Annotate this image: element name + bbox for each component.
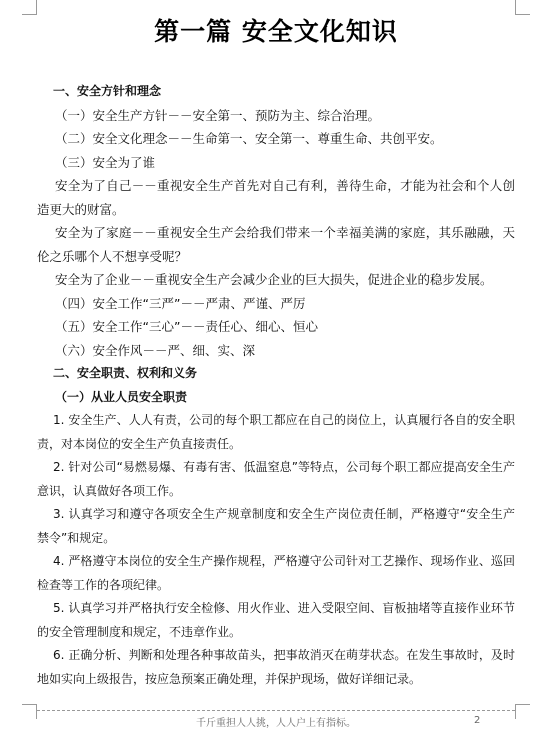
list-item: （五）安全工作“三心”－－责任心、细心、恒心 bbox=[55, 319, 318, 334]
numbered-item: 6. 正确分析、判断和处理各种事故苗头，把事故消灭在萌芽状态。在发生事故时，及时地如实向上级报告，按应急预案正确处理，并保护现场，做好详细记录。 bbox=[37, 648, 515, 686]
list-item: （二）安全文化理念－－生命第一、安全第一、尊重生命、共创平安。 bbox=[55, 131, 443, 146]
list-item: （六）安全作风－－严、细、实、深 bbox=[55, 342, 256, 358]
list-item: （三）安全为了谁 bbox=[55, 154, 156, 170]
document-body bbox=[37, 80, 515, 691]
numbered-item: 5. 认真学习并严格执行安全检修、用火作业、进入受限空间、盲板抽堵等直接作业环节的安全管理制度和规定，不违章作业。 bbox=[37, 601, 515, 639]
footer-slogan: 千斤重担人人挑，人人户上有指标。 bbox=[196, 718, 356, 729]
page-number: 2 bbox=[474, 715, 481, 726]
subsection-heading: （一）从业人员安全职责 bbox=[55, 389, 188, 404]
numbered-item: 4. 严格遵守本岗位的安全生产操作规程，严格遵守公司针对工艺操作、现场作业、巡回检查等工作的各项纪律。 bbox=[37, 554, 515, 592]
section-heading: 二、安全职责、权利和义务 bbox=[53, 366, 198, 380]
numbered-item: 1. 安全生产、人人有责，公司的每个职工都应在自己的岗位上，认真履行各自的安全职责，对本岗位的安全生产负直接责任。 bbox=[37, 413, 515, 451]
list-item: （一）安全生产方针－－安全第一、预防为主、综合治理。 bbox=[55, 107, 381, 123]
paragraph: 安全为了家庭－－重视安全生产会给我们带来一个幸福美满的家庭，其乐融融，天伦之乐哪个人不想享受呢？ bbox=[37, 225, 515, 264]
document-title: 第一篇 安全文化知识 bbox=[154, 17, 398, 46]
numbered-item: 2. 针对公司“易燃易爆、有毒有害、低温窒息”等特点，公司每个职工都应提高安全生产意识，认真做好各项工作。 bbox=[37, 460, 515, 498]
footer-divider bbox=[37, 710, 515, 711]
section-heading: 一、安全方针和理念 bbox=[53, 84, 162, 98]
paragraph: 安全为了企业－－重视安全生产会减少企业的巨大损失，促进企业的稳步发展。 bbox=[55, 272, 493, 287]
list-item: （四）安全工作“三严”－－严肃、严谨、严厉 bbox=[55, 295, 306, 311]
paragraph: 安全为了自己－－重视安全生产首先对自己有利，善待生命，才能为社会和个人创造更大的财富。 bbox=[37, 178, 515, 217]
numbered-item: 3. 认真学习和遵守各项安全生产规章制度和安全生产岗位责任制，严格遵守“安全生产禁令”和规定。 bbox=[37, 507, 515, 545]
